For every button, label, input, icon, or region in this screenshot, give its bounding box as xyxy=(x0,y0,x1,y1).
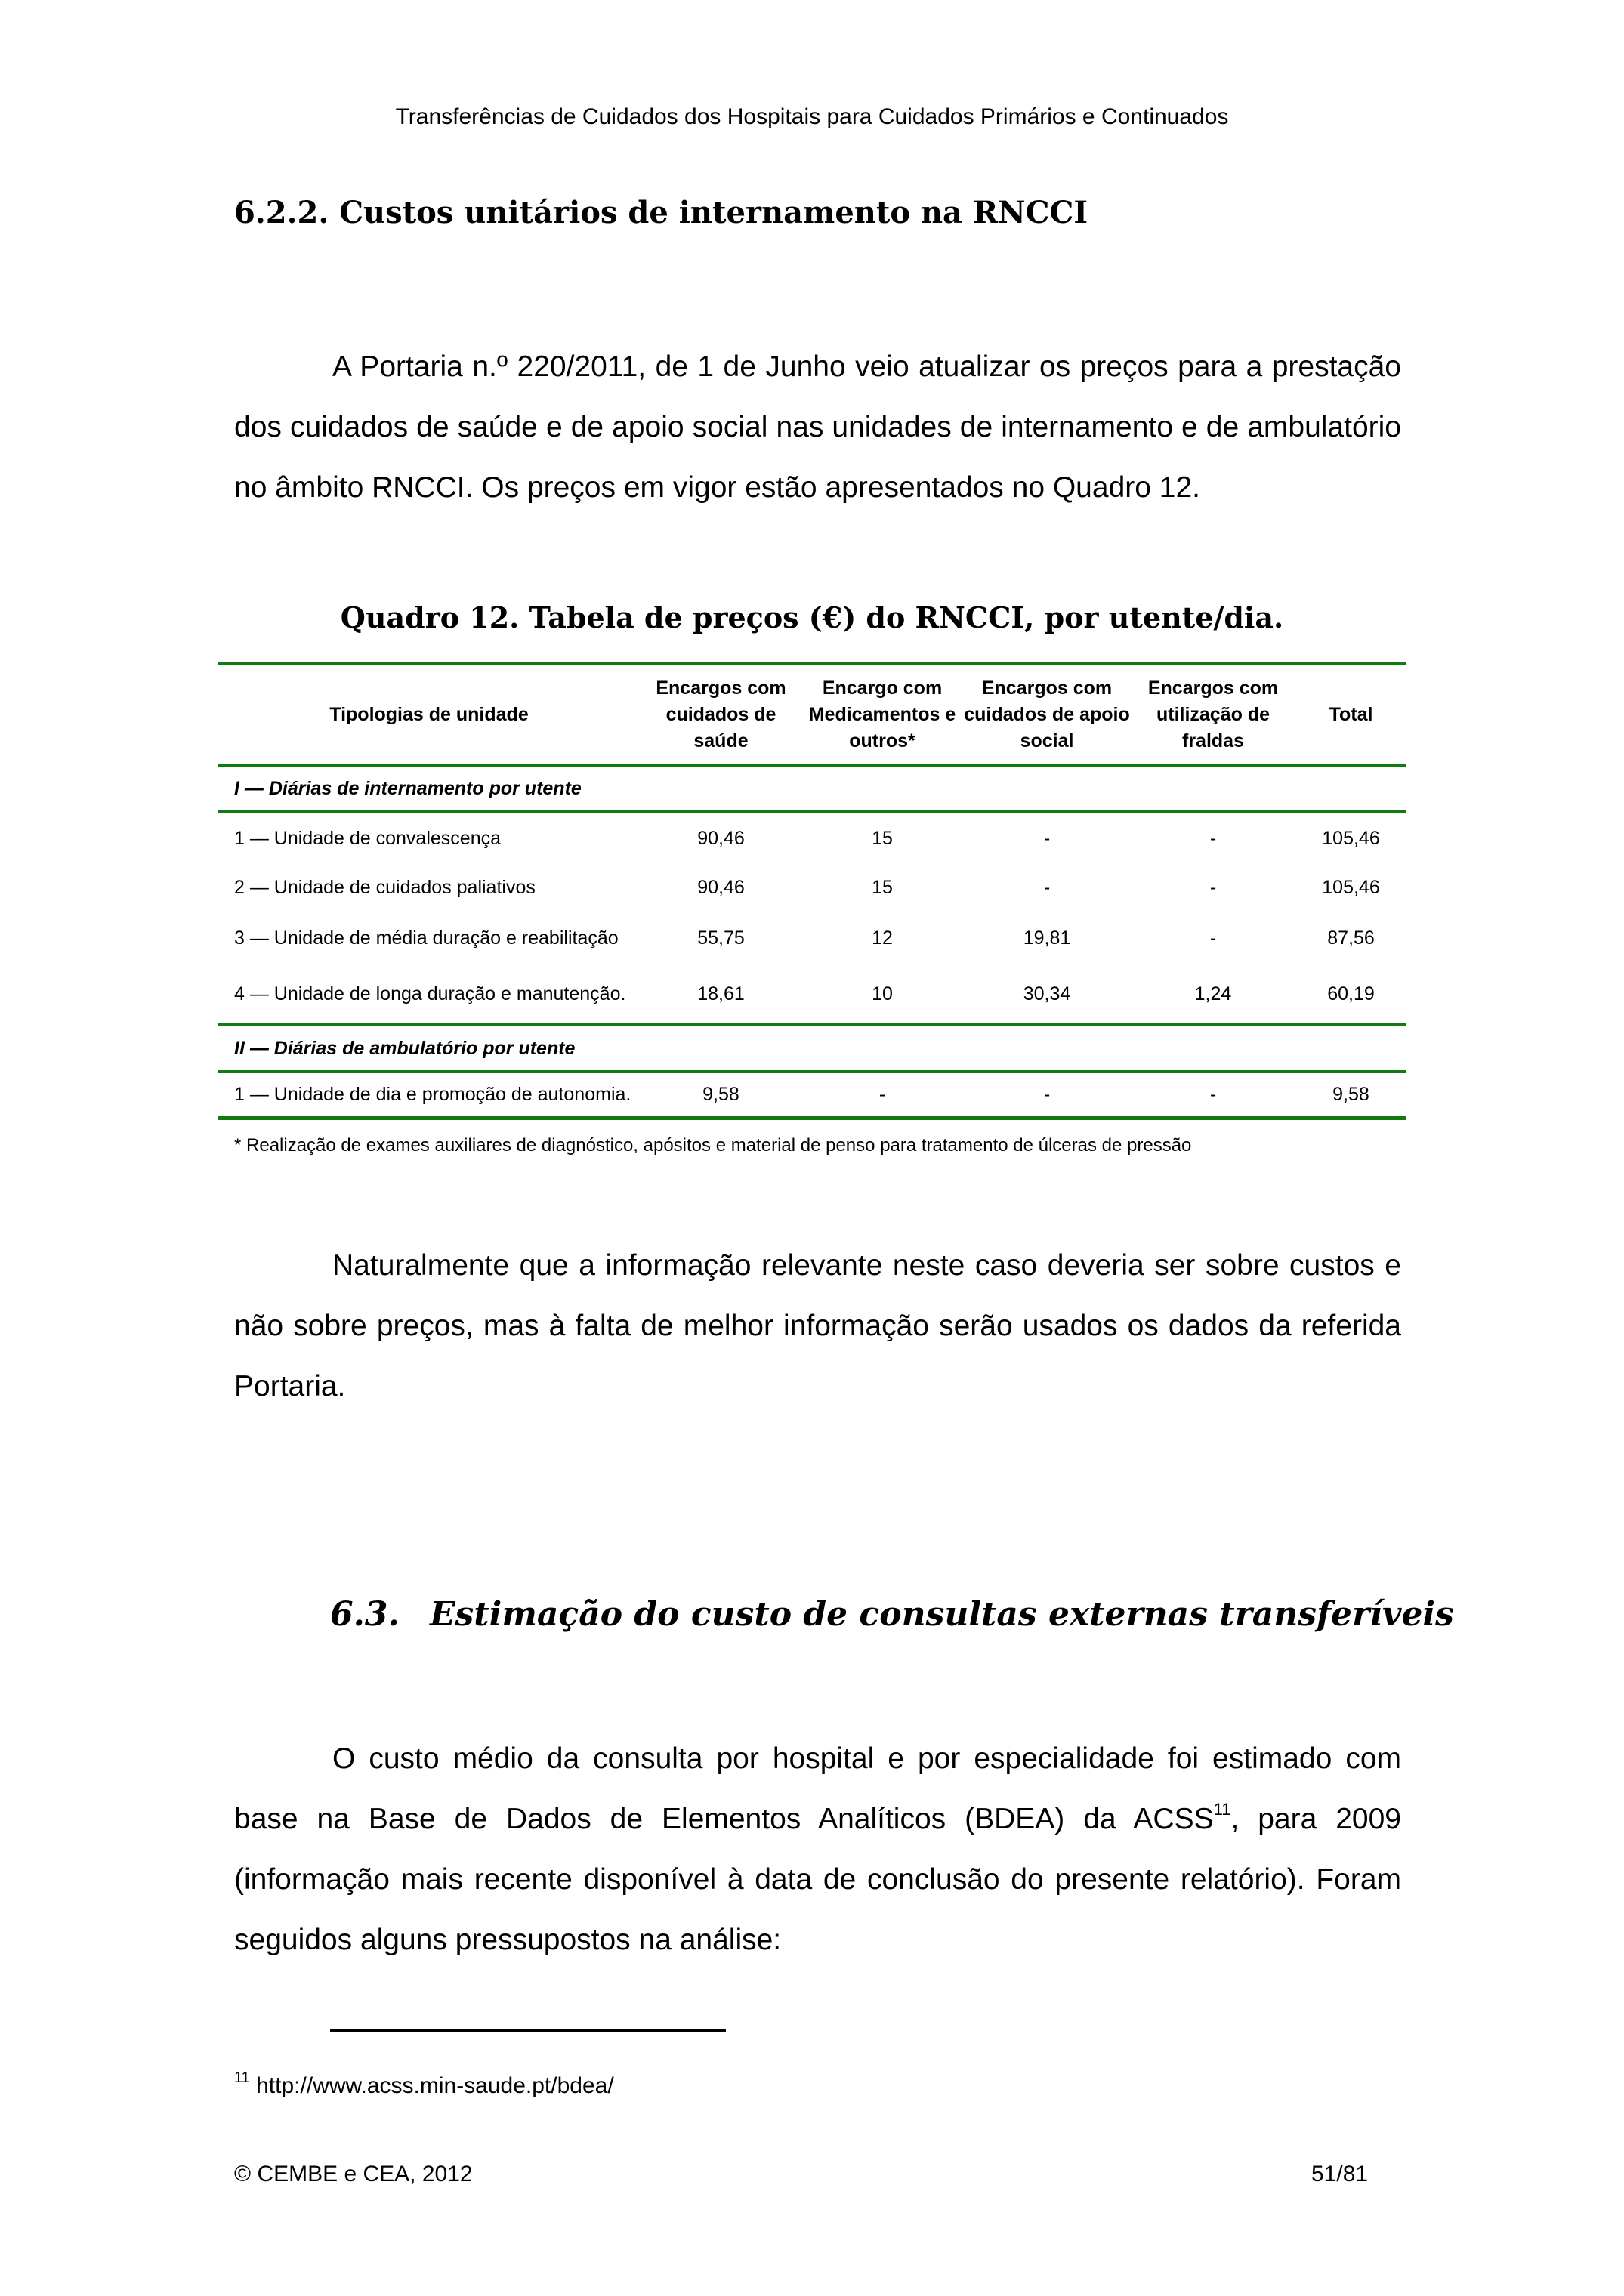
cell: 90,46 xyxy=(697,827,745,849)
cell: 1,24 xyxy=(1194,983,1232,1004)
price-table xyxy=(218,662,1406,1120)
cell: 87,56 xyxy=(1327,927,1375,949)
column-header: Tipologias de unidade xyxy=(329,703,529,725)
cell: 10 xyxy=(872,983,893,1004)
column-header: Encargos com cuidados de apoio social xyxy=(964,677,1130,751)
cell: 55,75 xyxy=(697,927,745,949)
footnote-separator xyxy=(330,2029,726,2032)
cell: 60,19 xyxy=(1327,983,1375,1004)
column-header: Encargos com utilização de fraldas xyxy=(1147,677,1279,751)
cell: 3 — Unidade de média duração e reabilitação xyxy=(234,927,619,949)
table-row xyxy=(218,964,1406,1023)
footer-copyright: © CEMBE e CEA, 2012 xyxy=(234,2162,473,2186)
cell: 9,58 xyxy=(1332,1083,1369,1105)
column-header: Total xyxy=(1329,703,1373,725)
cell: 105,46 xyxy=(1322,827,1380,849)
table-row xyxy=(218,1073,1406,1116)
cell: - xyxy=(1209,927,1217,949)
table-row xyxy=(218,912,1406,964)
table-header-row xyxy=(218,665,1406,764)
page-number: 51/81 xyxy=(1311,2162,1369,2186)
running-header: Transferências de Cuidados dos Hospitais para Cuidados Primários e Continuados xyxy=(395,104,1229,129)
footnote-link[interactable]: http://www.acss.min-saude.pt/bdea/ xyxy=(256,2073,614,2098)
cell: 19,81 xyxy=(1023,927,1071,949)
section-heading-6-3 xyxy=(330,1595,1454,1634)
section-title: I — Diárias de internamento por utente xyxy=(234,777,582,799)
cell: 30,34 xyxy=(1023,983,1071,1004)
table-note: * Realização de exames auxiliares de diagnóstico, apósitos e material de penso para tratamento de úlceras de pressão xyxy=(234,1135,1192,1156)
cell: 4 — Unidade de longa duração e manutenção. xyxy=(234,983,626,1004)
cell: 90,46 xyxy=(697,876,745,898)
cell: 15 xyxy=(872,827,893,849)
section-number: 6.3. xyxy=(330,1595,400,1634)
table-row xyxy=(218,813,1406,863)
paragraph-custo-medio xyxy=(234,1729,1401,1970)
paragraph-text: Naturalmente que a informação relevante neste caso deveria ser sobre custos e não sobre preços, mas à falta de melhor informação serão usados os dados da referida Portaria. xyxy=(234,1249,1401,1403)
cell: - xyxy=(1209,1083,1217,1105)
table-section-row xyxy=(218,1026,1406,1070)
section-title: II — Diárias de ambulatório por utente xyxy=(234,1037,576,1059)
table-rule xyxy=(218,1116,1406,1120)
paragraph-naturalmente xyxy=(234,1236,1401,1417)
cell: 1 — Unidade de dia e promoção de autonomia. xyxy=(234,1083,631,1105)
cell: 1 — Unidade de convalescença xyxy=(234,827,502,849)
paragraph-portaria xyxy=(234,337,1401,518)
cell: 2 — Unidade de cuidados paliativos xyxy=(234,876,536,898)
section-heading-6-2-2: 6.2.2. Custos unitários de internamento na RNCCI xyxy=(234,195,1088,230)
paragraph-text: O custo médio da consulta por hospital e por especialidade foi estimado com base na Base de Dados de Elementos Analíticos (BDEA) da ACSS xyxy=(234,1742,1401,1835)
cell: - xyxy=(1043,1083,1051,1105)
table-row xyxy=(218,863,1406,912)
footnote-reference[interactable]: 11 xyxy=(1213,1800,1231,1819)
footnote xyxy=(234,2069,614,2099)
cell: - xyxy=(1043,827,1051,849)
section-title: Estimação do custo de consultas externas transferíveis xyxy=(430,1595,1454,1634)
column-header: Encargos com cuidados de saúde xyxy=(656,677,786,751)
cell: 12 xyxy=(872,927,893,949)
table-caption: Quadro 12. Tabela de preços (€) do RNCCI, por utente/dia. xyxy=(340,600,1284,634)
table-section-row xyxy=(218,767,1406,810)
cell: - xyxy=(1209,876,1217,898)
cell: - xyxy=(878,1083,886,1105)
cell: - xyxy=(1209,827,1217,849)
footnote-number: 11 xyxy=(234,2069,250,2086)
paragraph-text: , para 2009 (informação mais recente disponível à data de conclusão do presente relatório). Foram seguidos alguns pressupostos na análise: xyxy=(234,1803,1401,1956)
cell: 15 xyxy=(872,876,893,898)
paragraph-text: A Portaria n.º 220/2011, de 1 de Junho veio atualizar os preços para a prestação dos cuidados de saúde e de apoio social nas unidades de internamento e de ambulatório no âmbito RNCCI. Os preços em vigor estão apresentados no Quadro 12. xyxy=(234,350,1401,504)
column-header: Encargo com Medicamentos e outros* xyxy=(808,677,956,751)
cell: - xyxy=(1043,876,1051,898)
cell: 105,46 xyxy=(1322,876,1380,898)
cell: 18,61 xyxy=(697,983,745,1004)
cell: 9,58 xyxy=(702,1083,739,1105)
